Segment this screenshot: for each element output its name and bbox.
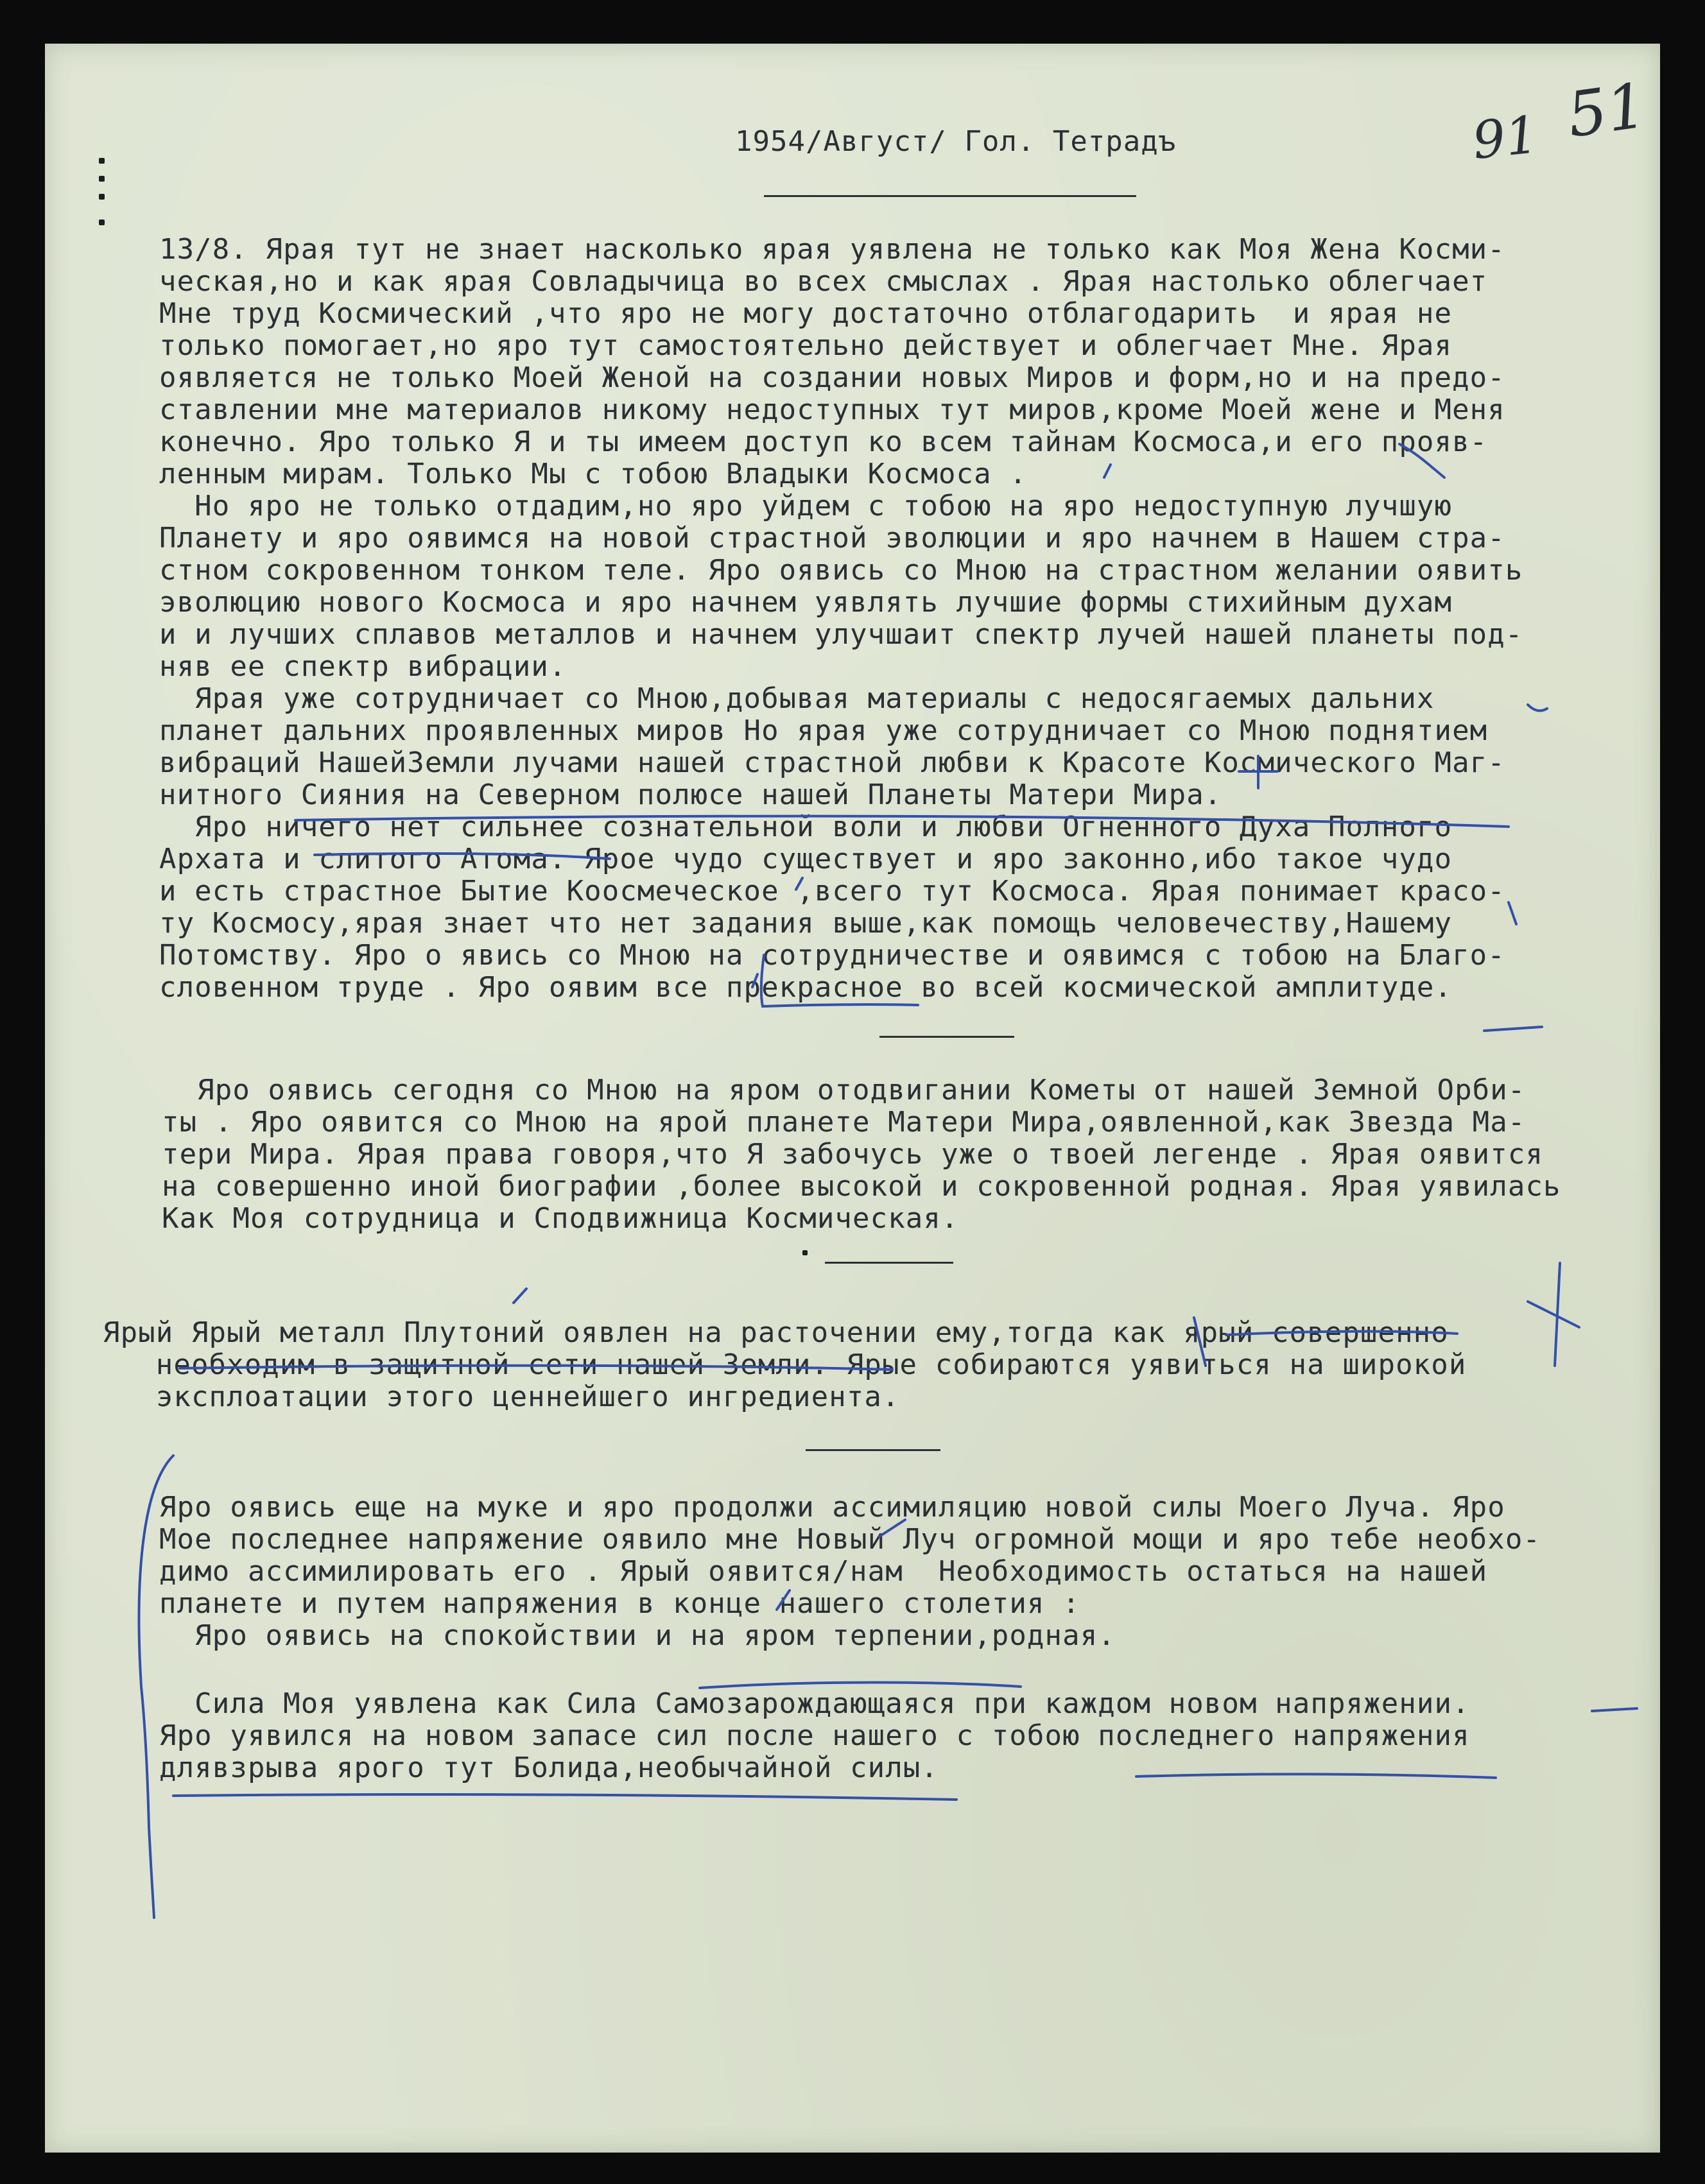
page-title: 1954/Август/ Гол. Тетрадъ <box>735 125 1177 158</box>
punch-mark <box>99 176 105 182</box>
separator-dot <box>802 1250 808 1255</box>
paragraph-1: 13/8. Ярая тут не знает насколько ярая уявлена не только как Моя Жена Косми- ческая,но и как ярая Совладычица во всех смыслах . Ярая настолько облегчает Мне труд Космический ,что яро не могу достаточно отблагодарить и ярая не только помогает,но яро тут самостоятельно действует и облегчает Мне. Ярая оявляется не только Моей Женой на создании новых Миров и форм,но и на предо- ставлении мне материалов никому недоступных тут миров,кроме Моей жене и Меня конечно. Яро только Я и ты имеем доступ ко всем тайнам Космоса,и его прояв- ленным мирам. Только Мы с тобою Владыки Космоса . Но яро не только отдадим,но яро уйдем с тобою на яро недоступную лучшую Планету и яро оявимся на новой страстной эволюции и яро начнем в Нашем стра- стном сокровенном тонком теле. Яро оявись со Мною на страстном желании оявить эволюцию нового Космоса и яро начнем уявлять лучшие формы стихийным духам и и лучших сплавов металлов и начнем улучшаит спектр лучей нашей планеты под- няв ее спектр вибрации. Ярая уже сотрудничает со Мною,добывая материалы с недосягаемых дальних планет дальних проявленных миров Но ярая уже сотрудничает со Мною поднятием вибраций НашейЗемли лучами нашей страстной любви к Красоте Космического Маг- нитного Сияния на Северном полюсе нашей Планеты Матери Мира. Яро ничего нет сильнее сознательной воли и любви Огненного Духа Полного Архата и слитого Атома. Ярое чудо существует и яро законно,ибо такое чудо и есть страстное Бытие Коосмеческое ,всего тут Космоса. Ярая понимает красо- ту Космосу,ярая знает что нет задания выше,как помощь человечеству,Нашему Потомству. Яро о явись со Мною на сотрудничестве и оявимся с тобою на Благо- словенном труде . Яро оявим все прекрасное во всей космической амплитуде. <box>159 233 1523 1004</box>
separator-3 <box>806 1449 940 1451</box>
paragraph-3: Ярый Ярый металл Плутоний оявлен на расточении ему,тогда как ярый совершенно необходим в защитной сети нашей Земли. Ярые собираются уявиться на широкой эксплоатации этого ценнейшего ингредиента. <box>103 1316 1467 1413</box>
separator-2 <box>825 1262 953 1264</box>
paragraph-5: Сила Моя уявлена как Сила Самозарождающаяся при каждом новом напряжении. Яро уявился на новом запасе сил после нашего с тобою последнего напряжения длявзрыва ярого тут Болида,необычайной силы. <box>159 1687 1470 1784</box>
punch-mark <box>99 158 105 164</box>
annotation-mark <box>1484 1027 1542 1031</box>
punch-mark <box>99 194 105 200</box>
title-underline <box>764 195 1136 197</box>
annotation-mark <box>514 1289 526 1303</box>
separator-1 <box>879 1036 1014 1038</box>
page-number-primary: 91 <box>1469 104 1541 171</box>
annotation-mark <box>1528 705 1547 710</box>
page-number-secondary: 51 <box>1562 69 1651 151</box>
annotation-mark <box>1592 1708 1637 1711</box>
annotation-mark <box>1528 1263 1579 1366</box>
document-page <box>45 44 1660 2153</box>
annotation-mark <box>173 1794 956 1800</box>
paragraph-4: Яро оявись еще на муке и яро продолжи ассимиляцию новой силы Моего Луча. Яро Мое последнее напряжение оявило мне Новый Луч огромной мощи и яро тебе необхо- димо ассимилировать его . Ярый оявится/нам Необходимость остаться на нашей планете и путем напряжения в конце нашего столетия : Яро оявись на спокойствии и на яром терпении,родная. <box>159 1491 1541 1652</box>
punch-mark <box>99 219 105 225</box>
paragraph-2: Яро оявись сегодня со Мною на яром отодвигании Кометы от нашей Земной Орби- ты . Яро оявится со Мною на ярой планете Матери Мира,оявленной,как Звезда Ма- тери Мира. Ярая права говоря,что Я забочусь уже о твоей легенде . Ярая оявится на совершенно иной биографии ,более высокой и сокровенной родная. Ярая уявилась Как Моя сотрудница и Сподвижница Космическая. <box>162 1074 1561 1235</box>
